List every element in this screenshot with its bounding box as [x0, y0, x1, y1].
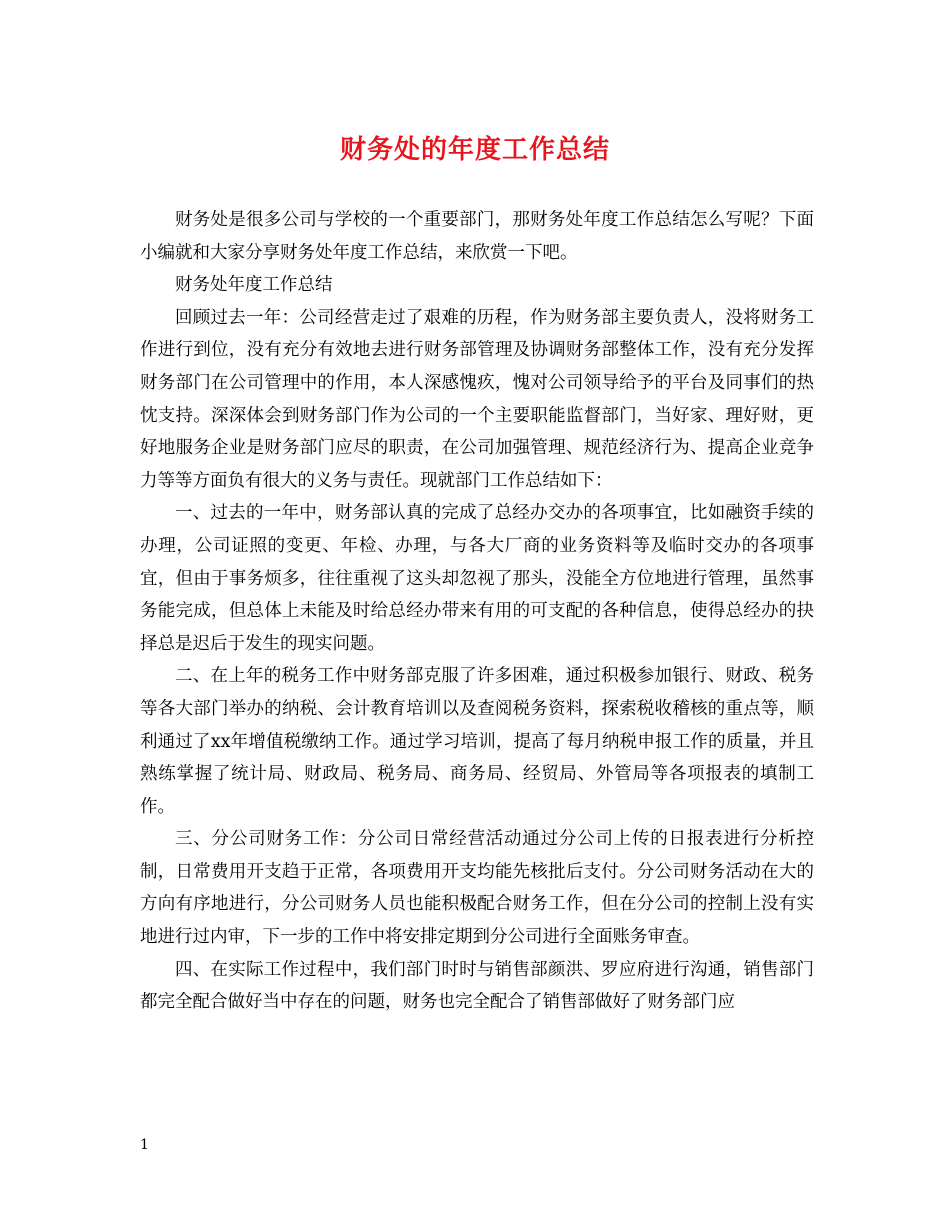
paragraph-section-2: 二、在上年的税务工作中财务部克服了许多困难，通过积极参加银行、财政、税务等各大部门举办的纳税、会计教育培训以及查阅税务资料，探索税收稽核的重点等，顺利通过了xx年增值税缴纳工作。通过学习培训，提高了每月纳税申报工作的质量，并且熟练掌握了统计局、财政局、税务局、商务局、经贸局、外管局等各项报表的填制工作。 — [140, 666, 814, 817]
paragraph-section-1: 一、过去的一年中，财务部认真的完成了总经办交办的各项事宜，比如融资手续的办理，公司证照的变更、年检、办理，与各大厂商的业务资料等及临时交办的各项事宜，但由于事务烦多，往往重视了这头却忽视了那头，没能全方位地进行管理，虽然事务能完成，但总体上未能及时给总经办带来有用的可支配的各种信息，使得总经办的抉择总是迟后于发生的现实问题。 — [140, 503, 814, 654]
paragraph-review: 回顾过去一年：公司经营走过了艰难的历程，作为财务部主要负责人，没将财务工作进行到位，没有充分有效地去进行财务部管理及协调财务部整体工作，没有充分发挥财务部门在公司管理中的作用，本人深感愧疚，愧对公司领导给予的平台及同事们的热忱支持。深深体会到财务部门作为公司的一个主要职能监督部门，当好家、理好财，更好地服务企业是财务部门应尽的职责，在公司加强管理、规范经济行为、提高企业竞争力等等方面负有很大的义务与责任。现就部门工作总结如下： — [140, 307, 814, 491]
paragraph-section-3: 三、分公司财务工作：分公司日常经营活动通过分公司上传的日报表进行分析控制，日常费用开支趋于正常，各项费用开支均能先核批后支付。分公司财务活动在大的方向有序地进行，分公司财务人员也能积极配合财务工作，但在分公司的控制上没有实地进行过内审，下一步的工作中将安排定期到分公司进行全面账务审查。 — [140, 829, 814, 948]
paragraph-subheading: 财务处年度工作总结 — [175, 275, 333, 296]
document-body — [140, 204, 814, 1019]
page-number: 1 — [140, 1137, 149, 1153]
paragraph-section-4: 四、在实际工作过程中，我们部门时时与销售部颜洪、罗应府进行沟通，销售部门都完全配合做好当中存在的问题，财务也完全配合了销售部做好了财务部门应 — [140, 959, 814, 1013]
paragraph-intro: 财务处是很多公司与学校的一个重要部门，那财务处年度工作总结怎么写呢？下面小编就和大家分享财务处年度工作总结，来欣赏一下吧。 — [140, 210, 814, 263]
page-title: 财务处的年度工作总结 — [339, 135, 610, 165]
